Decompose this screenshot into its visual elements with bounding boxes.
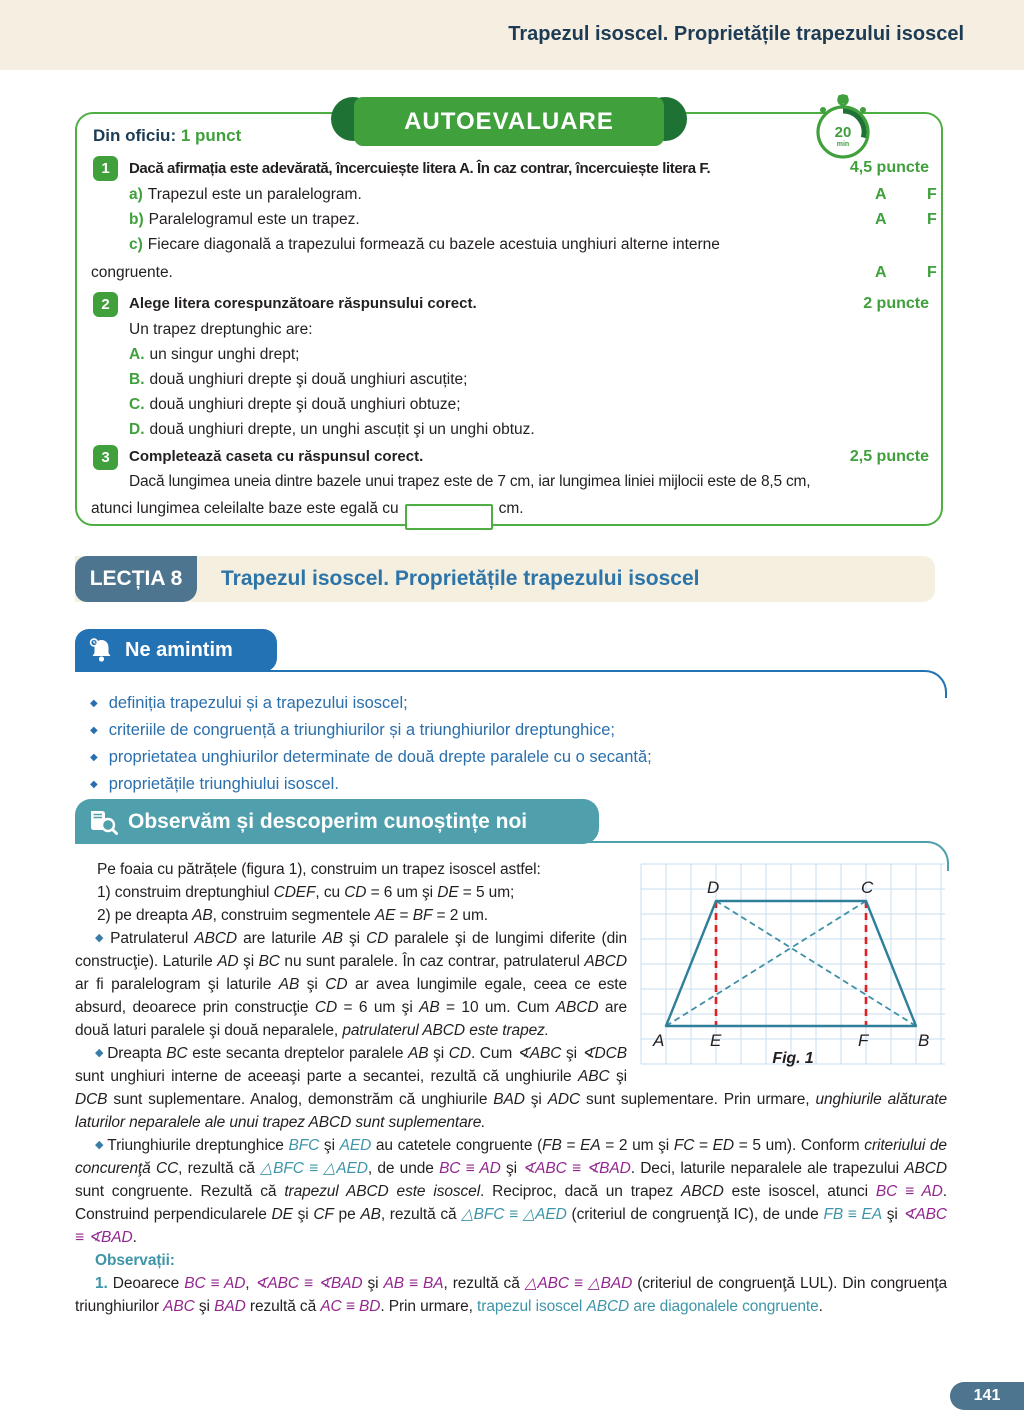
q1-row-a-text: Trapezul este un paralelogram. — [147, 186, 362, 203]
vertex-label-A: A — [653, 1031, 665, 1050]
q2-prompt: Alege litera corespunzătoare răspunsului corect. — [129, 295, 477, 312]
remember-item: ◆ criteriile de congruență a triunghiurilor și a triunghiurilor dreptunghice; — [90, 717, 652, 744]
q2-option-a-text: un singur unghi drept; — [149, 346, 300, 363]
timer-unit: min — [836, 141, 850, 148]
q2-number-badge: 2 — [93, 292, 118, 317]
q1-number-badge: 1 — [93, 156, 118, 181]
q3-statement-line2 — [91, 500, 524, 530]
q1-row-c-line1 — [129, 236, 720, 254]
q1-row-a-answer-F[interactable]: F — [927, 186, 937, 203]
observe-content — [75, 858, 947, 1318]
q3-number-badge: 3 — [93, 445, 118, 470]
din-oficiu-points: 1 punct — [180, 126, 242, 145]
remember-item: ◆ proprietatea unghiurilor determinate de două drepte paralele cu o secantă; — [90, 744, 652, 771]
q2-option-c-text: două unghiuri drepte şi două unghiuri obtuze; — [149, 396, 461, 413]
vertex-label-C: C — [861, 878, 874, 897]
din-oficiu — [93, 126, 241, 146]
autoevaluare-banner: AUTOEVALUARE — [354, 97, 664, 146]
page-number-badge: 141 — [950, 1382, 1024, 1410]
observe-rule-line — [75, 841, 949, 871]
autoevaluare-box — [75, 107, 943, 526]
q3-statement-line2-before: atunci lungimea celeilalte baze este egală cu — [91, 500, 399, 517]
lesson-number-chip: LECȚIA 8 — [75, 556, 197, 602]
q1-row-b-text: Paralelogramul este un trapez. — [148, 211, 360, 228]
remember-list — [90, 690, 652, 798]
q3-statement-line2-after: cm. — [498, 500, 524, 517]
q2-intro: Un trapez dreptunghic are: — [129, 321, 313, 338]
q2-option-d[interactable] — [129, 421, 535, 439]
lesson-bar — [75, 556, 935, 602]
q1-row-c-line2 — [91, 264, 173, 282]
q1-row-a-answer-A[interactable]: A — [875, 186, 887, 203]
page-header-band — [0, 0, 1024, 70]
remember-item: ◆ proprietățile triunghiului isoscel. — [90, 771, 652, 798]
q1-row-a-label: a) — [129, 186, 143, 203]
timer-value: 20 — [834, 124, 852, 141]
section-tab-observe-label: Observăm și descoperim cunoștințe noi — [128, 809, 528, 833]
paragraph-trapez: ◆ Patrulaterul ABCD are laturile AB şi CD paralele şi de lungimi diferite (din construcţie). Laturile AD şi BC nu sunt paralele. În caz contrar, patrulaterul ABCD ar fi paralelogram şi laturile AB şi CD ar avea lungimile egale, ceea ce este absurd, deoarece prin construcţie CD = 6 um şi AB = 10 um. Cum ABCD are două laturi paralele şi două neparalele, patrulaterul ABCD este trapez. — [75, 930, 627, 1039]
paragraph-triunghiuri: ◆ Triunghiurile dreptunghice BFC şi AED au catetele congruente (FB = EA = 2 um şi FC = ED = 5 um). Conform criteriului de concurenţă CC, rezultă că △BFC ≡ △AED, de unde BC ≡ AD şi ∢ABC ≡ ∢BAD. Deci, laturile neparalele ale trapezului ABCD sunt congruente. Rezultă că trapezul ABCD este isoscel. Reciproc, dacă un trapez ABCD este isoscel, atunci BC ≡ AD. Construind perpendicularele DE şi CF pe AB, rezultă că △BFC ≡ △AED (criteriul de congruenţă IC), de unde FB ≡ EA şi ∢ABC ≡ ∢BAD. — [75, 1137, 947, 1246]
construction-step-2: 2) pe dreapta AB, construim segmentele AE = BF = 2 um. — [97, 907, 488, 924]
lesson-title: Trapezul isoscel. Proprietățile trapezului isoscel — [221, 567, 700, 590]
q2-option-b-label: B. — [129, 371, 145, 388]
remember-item: ◆ definiția trapezului și a trapezului isoscel; — [90, 690, 652, 717]
q1-row-c-label: c) — [129, 236, 143, 253]
q2-option-d-text: două unghiuri drepte, un unghi ascuțit şi un unghi obtuz. — [149, 421, 535, 438]
q2-option-a-label: A. — [129, 346, 145, 363]
book-magnifier-icon — [88, 808, 118, 836]
remember-rule-line — [75, 670, 947, 698]
q1-row-b-answer-F[interactable]: F — [927, 211, 937, 228]
vertex-label-E: E — [710, 1031, 722, 1050]
construction-step-1: 1) construim dreptunghiul CDEF, cu CD = 6 um şi DE = 5 um; — [97, 884, 515, 901]
q3-points: 2,5 puncte — [849, 448, 929, 465]
q2-points: 2 puncte — [863, 295, 929, 312]
paragraph-secanta: ◆ Dreapta BC este secanta dreptelor paralele AB şi CD. Cum ∢ABC şi ∢DCB sunt unghiuri interne de aceeaşi parte a secantei, rezultă că unghiurile ABC şi DCB sunt suplementare. Analog, demonstrăm că unghiurile BAD şi ADC sunt suplementare. Prin urmare, unghiurile alăturate laturilor neparalele ale unui trapez ABCD sunt suplementare. — [75, 1045, 947, 1131]
observatii-heading: Observații: — [95, 1252, 175, 1269]
section-tab-observe — [75, 799, 599, 844]
q1-row-b-label: b) — [129, 211, 144, 228]
vertex-label-B: B — [918, 1031, 930, 1050]
q1-row-c-answer-A[interactable]: A — [875, 264, 887, 281]
din-oficiu-label: Din oficiu: — [93, 126, 177, 145]
q3-prompt: Completează caseta cu răspunsul corect. — [129, 448, 424, 465]
q3-answer-input[interactable] — [405, 504, 493, 530]
section-tab-remember-label: Ne amintim — [125, 639, 233, 661]
timer-stopwatch-icon — [813, 94, 873, 167]
q2-option-b-text: două unghiuri drepte şi două unghiuri ascuțite; — [149, 371, 468, 388]
q1-row-b — [129, 211, 360, 229]
figure-1 — [639, 860, 947, 1075]
q2-option-a[interactable] — [129, 346, 299, 364]
page-header-title: Trapezul isoscel. Proprietățile trapezului isoscel — [508, 23, 964, 45]
q2-option-b[interactable] — [129, 371, 467, 389]
q2-option-d-label: D. — [129, 421, 145, 438]
construction-intro-line: Pe foaia cu pătrățele (figura 1), construim un trapez isoscel astfel: — [97, 861, 541, 878]
q3-statement-line1: Dacă lungimea uneia dintre bazele unui trapez este de 7 cm, iar lungimea liniei mijlocii este de 8,5 cm, — [129, 473, 811, 490]
observatie-1: 1. Deoarece BC ≡ AD, ∢ABC ≡ ∢BAD şi AB ≡ BA, rezultă că △ABC ≡ △BAD (criteriul de congruenţă LUL). Din congruenţa triunghiurilor ABC şi BAD rezultă că AC ≡ BD. Prin urmare, trapezul isoscel ABCD are diagonalele congruente. — [75, 1275, 947, 1315]
q1-prompt: Dacă afirmația este adevărată, încercuiește litera A. În caz contrar, încercuiește litera F. — [129, 160, 711, 177]
q2-option-c-label: C. — [129, 396, 145, 413]
q1-row-c-text2: congruente. — [91, 264, 173, 281]
vertex-label-F: F — [858, 1031, 869, 1050]
q2-option-c[interactable] — [129, 396, 461, 414]
q1-row-b-answer-A[interactable]: A — [875, 211, 887, 228]
grid-lines — [641, 864, 945, 1064]
q1-row-c-answer-F[interactable]: F — [927, 264, 937, 281]
figure-caption: Fig. 1 — [772, 1050, 814, 1067]
bell-icon — [88, 637, 115, 664]
vertex-label-D: D — [707, 878, 720, 897]
q1-row-a — [129, 186, 362, 204]
section-tab-remember — [75, 629, 277, 672]
q1-row-c-text: Fiecare diagonală a trapezului formează cu bazele acestuia unghiuri alterne interne — [147, 236, 720, 253]
q1-points: 4,5 puncte — [849, 159, 929, 176]
